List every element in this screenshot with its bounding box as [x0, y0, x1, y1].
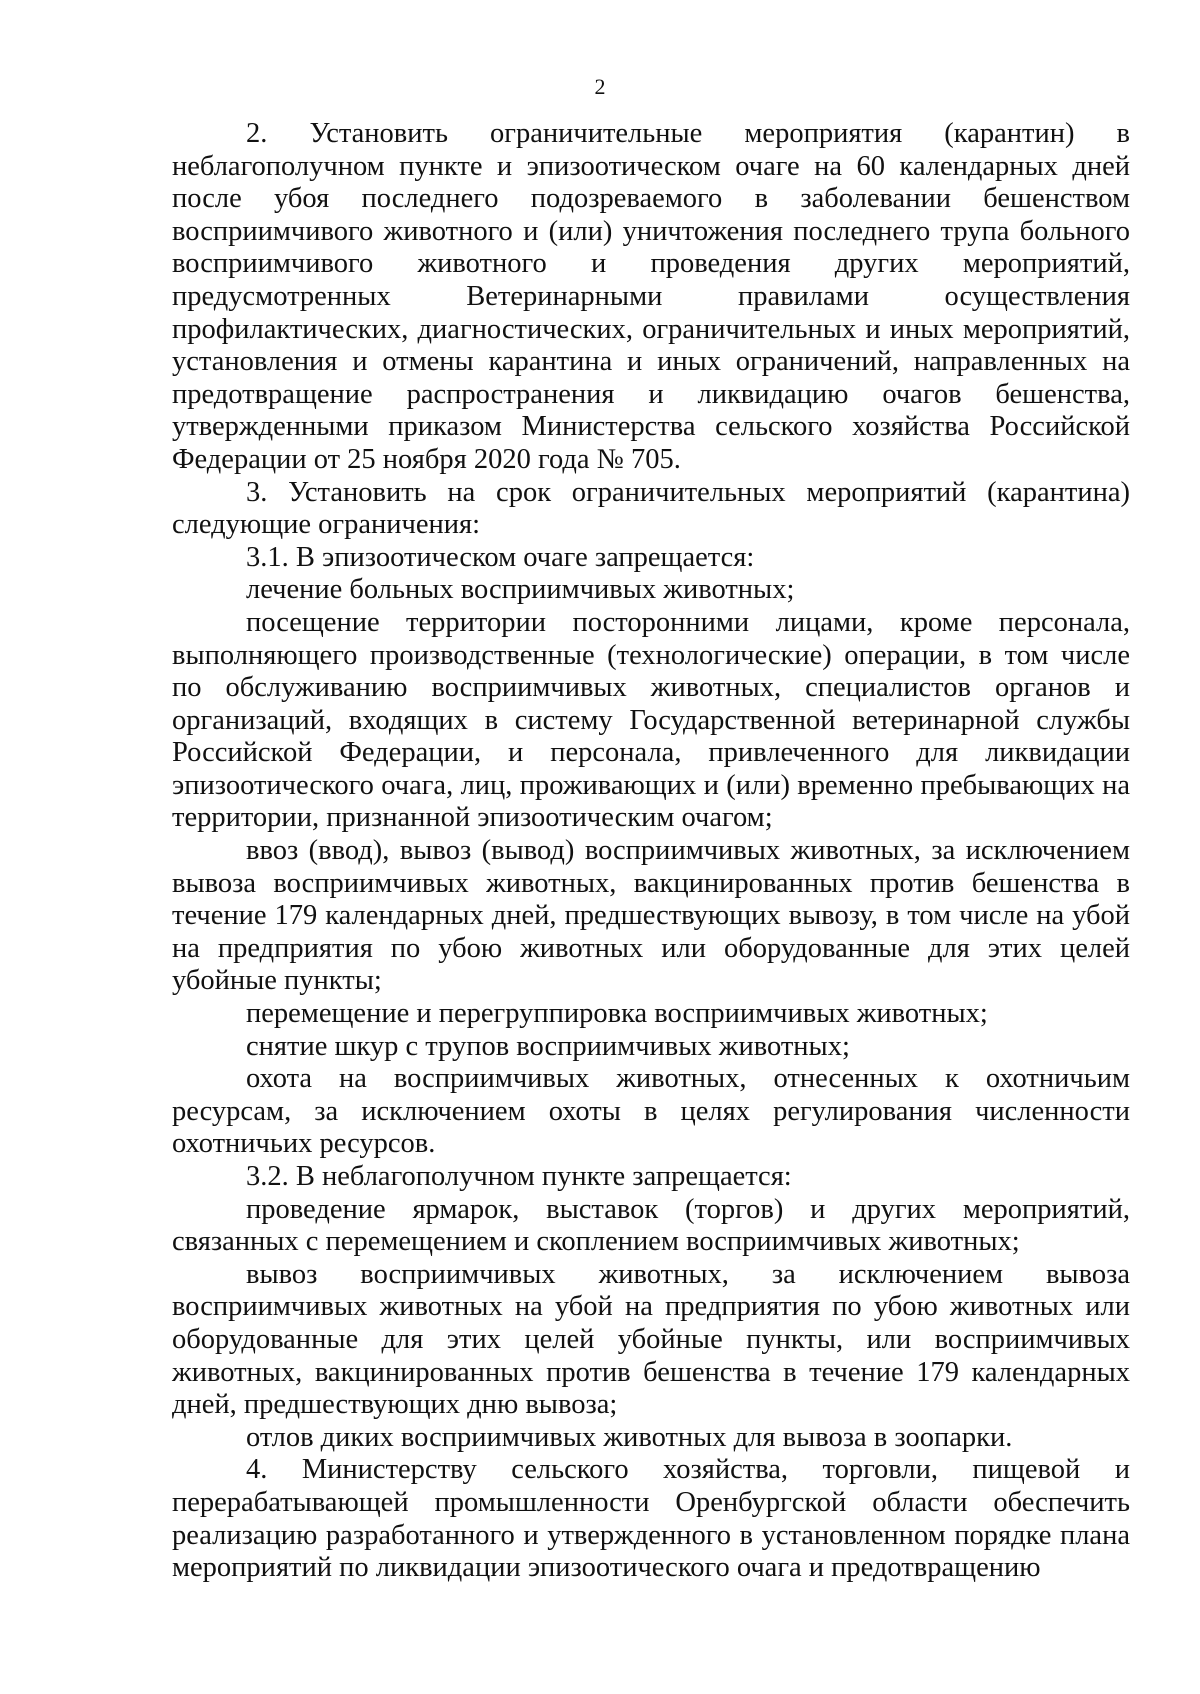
list-item-hunting: охота на восприимчивых животных, отнесенных к охотничьим ресурсам, за исключением охоты в целях регулирования численности охотничьих ресурсов.	[172, 1063, 1130, 1160]
list-item-visits: посещение территории посторонними лицами, кроме персонала, выполняющего производственные (технологические) операции, в том числе по обслуживанию восприимчивых животных, специалистов органов и организаций, входящих в систему Государственной ветеринарной службы Российской Федерации, и персонала, привлеченного для ликвидации эпизоотического очага, лиц, проживающих и (или) временно пребывающих на территории, признанной эпизоотическим очагом;	[172, 606, 1130, 834]
list-item-capture: отлов диких восприимчивых животных для вывоза в зоопарки.	[246, 1421, 1013, 1453]
list-item-import-export: ввоз (ввод), вывоз (вывод) восприимчивых животных, за исключением вывоза восприимчивых животных, вакцинированных против бешенства в течение 179 календарных дней, предшествующих вывозу, в том числе на убой на предприятия по убою животных или оборудованные для этих целей убойные пункты;	[172, 835, 1130, 997]
paragraph-3-restrictions: 3. Установить на срок ограничительных мероприятий (карантина) следующие ограничения:	[172, 476, 1130, 541]
list-item-fairs: проведение ярмарок, выставок (торгов) и других мероприятий, связанных с перемещением и скоплением восприимчивых животных;	[172, 1193, 1130, 1258]
paragraph-3-2-heading: 3.2. В неблагополучном пункте запрещается:	[246, 1161, 792, 1192]
list-item-treatment: лечение больных восприимчивых животных;	[246, 574, 795, 606]
paragraph-2-quarantine: 2. Установить ограничительные мероприятия (карантин) в неблагополучном пункте и эпизоотическом очаге на 60 календарных дней после убоя последнего подозреваемого в заболевании бешенством восприимчивого животного и (или) уничтожения последнего трупа больного восприимчивого животного и проведения других мероприятий, предусмотренных Ветеринарными правилами осуществления профилактических, диагностических, ограничительных и иных мероприятий, установления и отмены карантина и иных ограничений, направленных на предотвращение распространения и ликвидацию очагов бешенства, утвержденными приказом Министерства сельского хозяйства Российской Федерации от 25 ноября 2020 года № 705.	[172, 118, 1130, 475]
list-item-skinning: снятие шкур с трупов восприимчивых животных;	[246, 1030, 850, 1062]
list-item-removal: вывоз восприимчивых животных, за исключением вывоза восприимчивых животных на убой на предприятия по убою животных или оборудованные для этих целей убойные пункты, или восприимчивых животных, вакцинированных против бешенства в течение 179 календарных дней, предшествующих дню вывоза;	[172, 1258, 1130, 1421]
page-number: 2	[594, 74, 606, 99]
paragraph-3-1-heading: 3.1. В эпизоотическом очаге запрещается:	[246, 541, 755, 573]
list-item-regrouping: перемещение и перегруппировка восприимчивых животных;	[246, 998, 988, 1030]
paragraph-4-ministry: 4. Министерству сельского хозяйства, торговли, пищевой и перерабатывающей промышленности Оренбургской области обеспечить реализацию разработанного и утвержденного в установленном порядке плана мероприятий по ликвидации эпизоотического очага и предотвращению	[172, 1454, 1130, 1584]
document-body	[172, 118, 1130, 1585]
